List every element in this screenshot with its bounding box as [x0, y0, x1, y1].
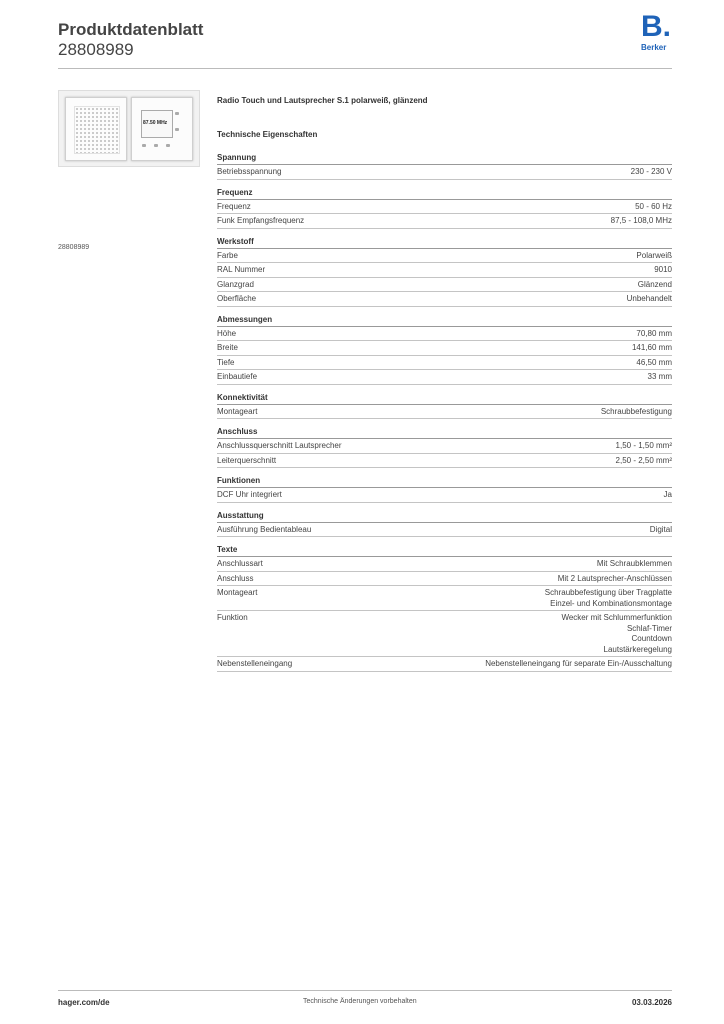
spec-label: Frequenz: [217, 201, 251, 211]
spec-row: [217, 523, 672, 538]
spec-value-line: Polarweiß: [636, 250, 672, 260]
spec-group-title: Werkstoff: [217, 236, 672, 249]
spec-group: [217, 475, 672, 503]
spec-group: [217, 236, 672, 307]
product-image: [58, 90, 200, 167]
spec-row: [217, 572, 672, 587]
spec-label: Anschluss: [217, 573, 254, 583]
spec-row: [217, 249, 672, 264]
spec-table: [217, 152, 672, 679]
spec-label: Anschlussquerschnitt Lautsprecher: [217, 441, 342, 450]
spec-row: [217, 557, 672, 572]
spec-value: [636, 251, 672, 262]
spec-value: [561, 613, 672, 655]
spec-group-title: Texte: [217, 544, 672, 557]
spec-value: [616, 456, 672, 467]
spec-value: [545, 588, 672, 609]
radio-button: [154, 144, 158, 147]
speaker-grill: [74, 106, 120, 154]
spec-row: [217, 200, 672, 215]
footer-disclaimer: Technische Änderungen vorbehalten: [303, 998, 417, 1005]
spec-value-line: Digital: [649, 524, 672, 534]
spec-value-line: Schraubbefestigung: [600, 406, 672, 416]
spec-value-line: Nebenstelleneingang für separate Ein-/Ausschaltung: [485, 659, 672, 668]
footer-date: 03.03.2026: [631, 998, 672, 1007]
spec-row: [217, 341, 672, 356]
spec-group: [217, 314, 672, 385]
spec-value-line: Glänzend: [637, 279, 672, 289]
spec-value-line: 2,50 - 2,50 mm²: [615, 455, 672, 465]
spec-label: RAL Nummer: [217, 265, 266, 274]
spec-value: [611, 216, 672, 227]
spec-value-line: Wecker mit Schlummerfunktion: [561, 613, 672, 622]
spec-row: [217, 263, 672, 278]
spec-row: [217, 292, 672, 307]
radio-button: [166, 144, 170, 147]
spec-row: [217, 657, 672, 672]
spec-row: [217, 439, 672, 454]
spec-group-title: Konnektivität: [217, 392, 672, 405]
spec-value-line: 230 - 230 V: [630, 167, 672, 176]
spec-row: [217, 370, 672, 385]
spec-value-line: Ja: [663, 490, 672, 499]
spec-group: [217, 510, 672, 538]
spec-value-line: Unbehandelt: [626, 294, 672, 303]
radio-display: [141, 110, 173, 138]
document-title: Produktdatenblatt: [58, 20, 204, 39]
spec-label: Höhe: [217, 328, 237, 338]
radio-button: [142, 144, 146, 147]
spec-group-title: Spannung: [217, 152, 672, 165]
spec-value-line: Countdown: [631, 634, 672, 643]
spec-value: [648, 372, 672, 383]
spec-label: Funktion: [217, 613, 248, 622]
spec-row: [217, 214, 672, 229]
spec-row: [217, 327, 672, 342]
spec-value-line: Lautstärkeregelung: [603, 644, 672, 654]
spec-label: Oberfläche: [217, 294, 257, 303]
spec-row: [217, 405, 672, 420]
spec-value-line: Einzel- und Kombinationsmontage: [550, 598, 672, 608]
spec-value: [627, 294, 672, 305]
spec-value: [635, 202, 672, 213]
spec-value-line: 141,60 mm: [631, 343, 672, 352]
spec-value: [558, 574, 672, 585]
spec-label: Leiterquerschnitt: [217, 455, 277, 465]
spec-row: [217, 586, 672, 611]
spec-label: Einbautiefe: [217, 372, 258, 381]
spec-value: [597, 559, 672, 570]
image-caption: 28808989: [58, 244, 90, 251]
spec-value: [638, 280, 672, 291]
spec-value-line: 1,50 - 1,50 mm²: [615, 441, 672, 450]
document-number: 28808989: [58, 40, 134, 59]
spec-label: Breite: [217, 343, 238, 352]
spec-value: [654, 265, 672, 276]
spec-label: Betriebsspannung: [217, 167, 282, 176]
spec-value: [485, 659, 672, 670]
spec-group: [217, 426, 672, 468]
spec-label: Nebenstelleneingang: [217, 659, 293, 668]
spec-group: [217, 544, 672, 672]
spec-value: [631, 167, 672, 178]
header-divider: [58, 68, 672, 69]
logo-text: Berker: [641, 43, 667, 52]
spec-row: [217, 488, 672, 503]
footer-divider: [58, 990, 672, 991]
spec-label: Tiefe: [217, 357, 235, 367]
spec-group-title: Abmessungen: [217, 314, 672, 327]
spec-group-title: Funktionen: [217, 475, 672, 488]
spec-value-line: Schraubbefestigung über Tragplatte: [544, 588, 672, 597]
spec-group: [217, 392, 672, 420]
speaker-frame: [65, 97, 127, 161]
spec-value-line: Mit Schraubklemmen: [596, 559, 672, 568]
spec-label: Farbe: [217, 250, 238, 260]
spec-value: [632, 343, 672, 354]
spec-group: [217, 187, 672, 229]
spec-row: [217, 165, 672, 180]
spec-value: [616, 441, 672, 452]
berker-logo: [638, 10, 678, 54]
footer-website[interactable]: hager.com/de: [58, 998, 110, 1007]
spec-row: [217, 278, 672, 293]
spec-value-line: Mit 2 Lautsprecher-Anschlüssen: [557, 573, 672, 583]
spec-value-line: 9010: [654, 265, 672, 274]
spec-label: Funk Empfangsfrequenz: [217, 216, 305, 225]
spec-label: Anschlussart: [217, 559, 263, 568]
radio-button: [175, 112, 179, 115]
spec-label: Ausführung Bedientableau: [217, 524, 312, 534]
spec-group-title: Frequenz: [217, 187, 672, 200]
spec-value-line: 33 mm: [647, 372, 672, 381]
spec-value: [636, 358, 672, 369]
spec-label: Montageart: [217, 588, 258, 597]
spec-row: [217, 454, 672, 469]
spec-value-line: Schlaf-Timer: [626, 623, 672, 633]
spec-label: DCF Uhr integriert: [217, 490, 282, 499]
spec-value-line: 50 - 60 Hz: [635, 201, 672, 211]
section-heading: Technische Eigenschaften: [217, 130, 318, 139]
radio-button: [175, 128, 179, 131]
spec-group: [217, 152, 672, 180]
spec-label: Montageart: [217, 406, 258, 416]
spec-value-line: 70,80 mm: [636, 328, 672, 338]
radio-frequency-text: 87.50 MHz: [143, 120, 168, 126]
logo-letter: B.: [641, 10, 671, 43]
spec-value-line: 87,5 - 108,0 MHz: [610, 216, 672, 225]
spec-row: [217, 611, 672, 657]
product-name: Radio Touch und Lautsprecher S.1 polarweiß, glänzend: [217, 96, 428, 105]
spec-value: [650, 525, 672, 536]
spec-value: [664, 490, 672, 501]
spec-group-title: Anschluss: [217, 426, 672, 439]
spec-value: [601, 407, 672, 418]
radio-frame: [131, 97, 193, 161]
spec-value-line: 46,50 mm: [636, 357, 672, 367]
spec-label: Glanzgrad: [217, 279, 254, 289]
spec-value: [636, 329, 672, 340]
spec-row: [217, 356, 672, 371]
spec-group-title: Ausstattung: [217, 510, 672, 523]
